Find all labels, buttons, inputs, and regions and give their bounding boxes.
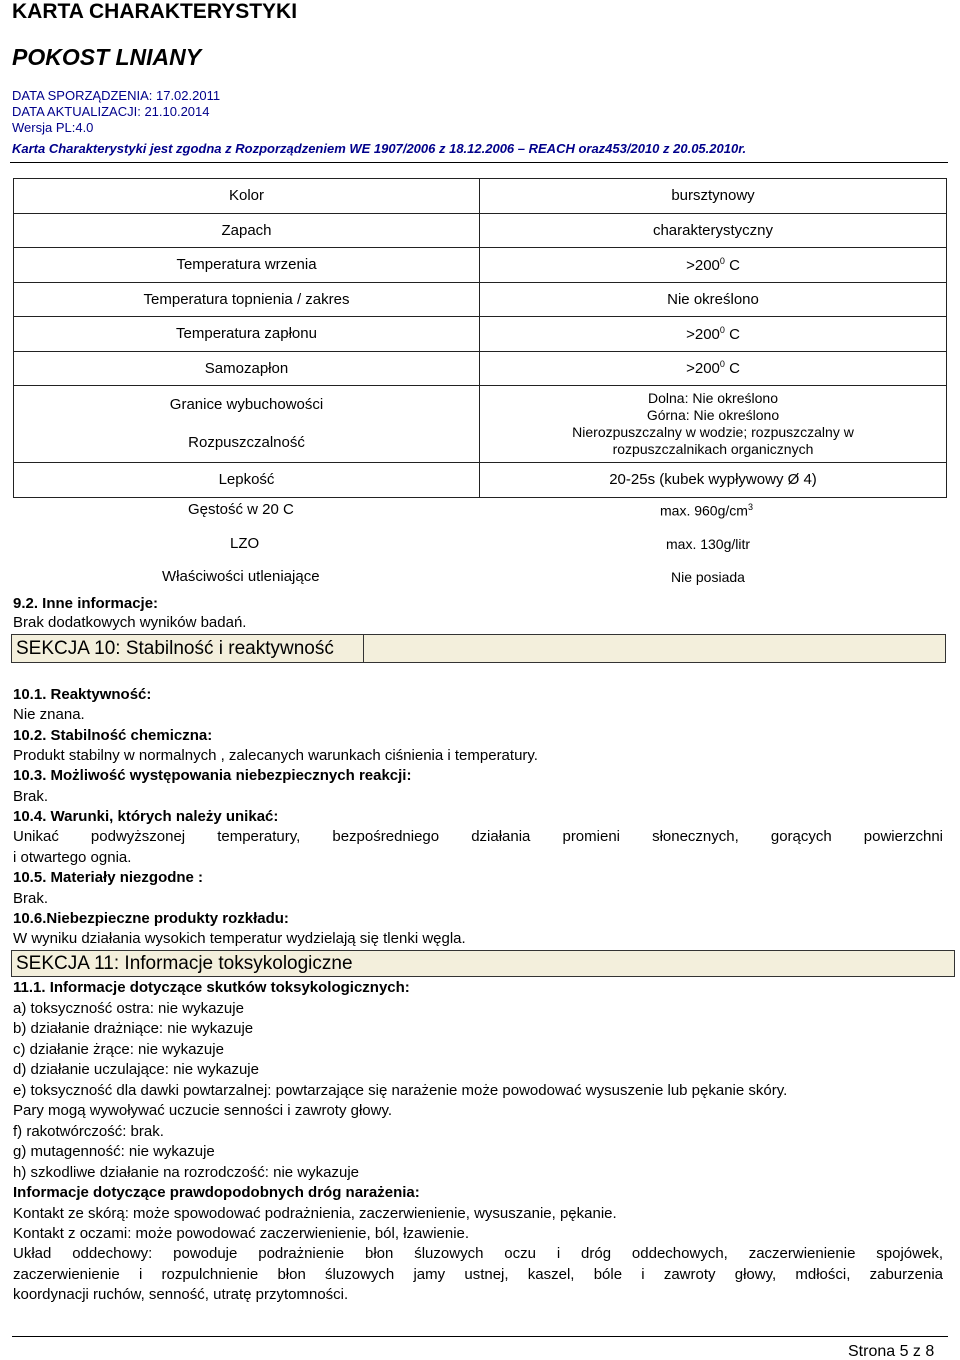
property-value: bursztynowy [480,179,947,214]
respiratory-line-1: Układ oddechowy: powoduje podrażnienie błon śluzowych oczu i dróg oddechowych, zaczerwienienie spojówek, [13,1245,943,1262]
oxidizing-value: Nie posiada [671,569,745,585]
section-9-2-text: Brak dodatkowych wyników badań. [13,614,247,631]
s10-4-heading: 10.4. Warunki, których należy unikać: [13,808,279,825]
property-label: Zapach [14,213,480,248]
property-value [480,386,947,463]
property-value: charakterystyczny [480,213,947,248]
property-label [14,386,480,463]
exposure-routes-heading: Informacje dotyczące prawdopodobnych dróg narażenia: [13,1184,420,1201]
document-title: KARTA CHARAKTERYSTYKI [12,0,298,23]
density-label: Gęstość w 20 C [188,501,294,518]
s10-2-text: Produkt stabilny w normalnych , zalecanych warunkach ciśnienia i temperatury. [13,747,538,764]
solubility-line-2: rozpuszczalnikach organicznych [612,441,814,457]
product-name: POKOST LNIANY [12,44,202,70]
s10-6-text: W wyniku działania wysokich temperatur wydzielają się tlenki węgla. [13,930,466,947]
creation-date: DATA SPORZĄDZENIA: 17.02.2011 [12,88,221,103]
page-number: Strona 5 z 8 [848,1343,935,1360]
section-10-frame [363,634,946,663]
properties-table [13,178,947,498]
density-value: max. $960g/cm^3$ [660,502,753,519]
table-row [14,282,947,317]
property-label: Temperatura wrzenia [14,248,480,283]
list-item: h) szkodliwe działanie na rozrodczość: nie wykazuje [13,1164,359,1181]
table-row [14,213,947,248]
explosion-lower: Dolna: Nie określono [648,390,778,406]
explosion-limits-label: Granice wybuchowości [169,396,324,413]
table-row [14,179,947,214]
table-row [14,386,947,463]
property-label: Samozapłon [14,351,480,386]
property-value: 20-25s (kubek wypływowy Ø 4) [480,463,947,498]
update-date: DATA AKTUALIZACJI: 21.10.2014 [12,104,210,119]
list-item: g) mutagenność: nie wykazuje [13,1143,215,1160]
header-divider [10,162,948,163]
s10-1-heading: 10.1. Reaktywność: [13,686,152,703]
s10-5-text: Brak. [13,890,49,907]
solubility-line-1: Nierozpuszczalny w wodzie; rozpuszczalny w [572,424,854,440]
section-11-title: SEKCJA 11: Informacje toksykologiczne [11,950,955,977]
s10-5-heading: 10.5. Materiały niezgodne : [13,869,204,886]
property-value: Nie określono [480,282,947,317]
lzo-value: max. 130g/litr [666,536,751,552]
s11-1-heading: 11.1. Informacje dotyczące skutków toksykologicznych: [13,979,410,996]
s10-2-heading: 10.2. Stabilność chemiczna: [13,727,213,744]
table-row [14,317,947,352]
footer-divider [12,1336,948,1337]
solubility-label: Rozpuszczalność [188,434,305,451]
respiratory-line-3: koordynacji ruchów, senność, utratę przytomności. [13,1286,349,1303]
respiratory-line-2: zaczerwienienie i rozpulchnienie błon śluzowych jamy ustnej, kaszel, bóle i zawroty głowy, mdłości, zaburzenia [13,1266,943,1283]
s10-4-text-line-2: i otwartego ognia. [13,849,132,866]
table-row [14,351,947,386]
s10-3-heading: 10.3. Możliwość występowania niebezpiecznych reakcji: [13,767,412,784]
oxidizing-label: Właściwości utleniające [162,568,320,585]
regulation-note: Karta Charakterystyki jest zgodna z Rozporządzeniem WE 1907/2006 z 18.12.2006 – REACH oraz453/2010 z 20.05.2010r. [12,141,747,156]
property-label: Kolor [14,179,480,214]
s10-4-text-line-1: Unikać podwyższonej temperatury, bezpośredniego działania promieni słonecznych, gorących powierzchni [13,828,943,845]
list-item: c) działanie żrące: nie wykazuje [13,1041,224,1058]
version: Wersja PL:4.0 [12,120,94,135]
s10-3-text: Brak. [13,788,49,805]
list-item: b) działanie drażniące: nie wykazuje [13,1020,254,1037]
list-item: d) działanie uczulające: nie wykazuje [13,1061,259,1078]
section-10-title: SEKCJA 10: Stabilność i reaktywność [11,634,364,663]
property-value: $>200^0$ C [480,317,947,352]
eye-contact: Kontakt z oczami: może powodować zaczerwienienie, ból, łzawienie. [13,1225,470,1242]
s10-6-heading: 10.6.Niebezpieczne produkty rozkładu: [13,910,289,927]
property-value: $>200^0$ C [480,248,947,283]
property-value: $>200^0$ C [480,351,947,386]
skin-contact: Kontakt ze skórą: może spowodować podrażnienia, zaczerwienienie, wysuszanie, pękanie. [13,1205,617,1222]
table-row [14,248,947,283]
lzo-label: LZO [230,535,260,552]
list-item: e) toksyczność dla dawki powtarzalnej: powtarzające się narażenie może powodować wysuszenie lub pękanie skóry. [13,1082,788,1099]
property-label: Temperatura zapłonu [14,317,480,352]
s10-1-text: Nie znana. [13,706,85,723]
list-item: Pary mogą wywoływać uczucie senności i zawroty głowy. [13,1102,393,1119]
property-label: Temperatura topnienia / zakres [14,282,480,317]
list-item: a) toksyczność ostra: nie wykazuje [13,1000,244,1017]
table-row [14,463,947,498]
list-item: f) rakotwórczość: brak. [13,1123,164,1140]
property-label: Lepkość [14,463,480,498]
section-9-2-heading: 9.2. Inne informacje: [13,595,159,612]
explosion-upper: Górna: Nie określono [646,407,780,423]
